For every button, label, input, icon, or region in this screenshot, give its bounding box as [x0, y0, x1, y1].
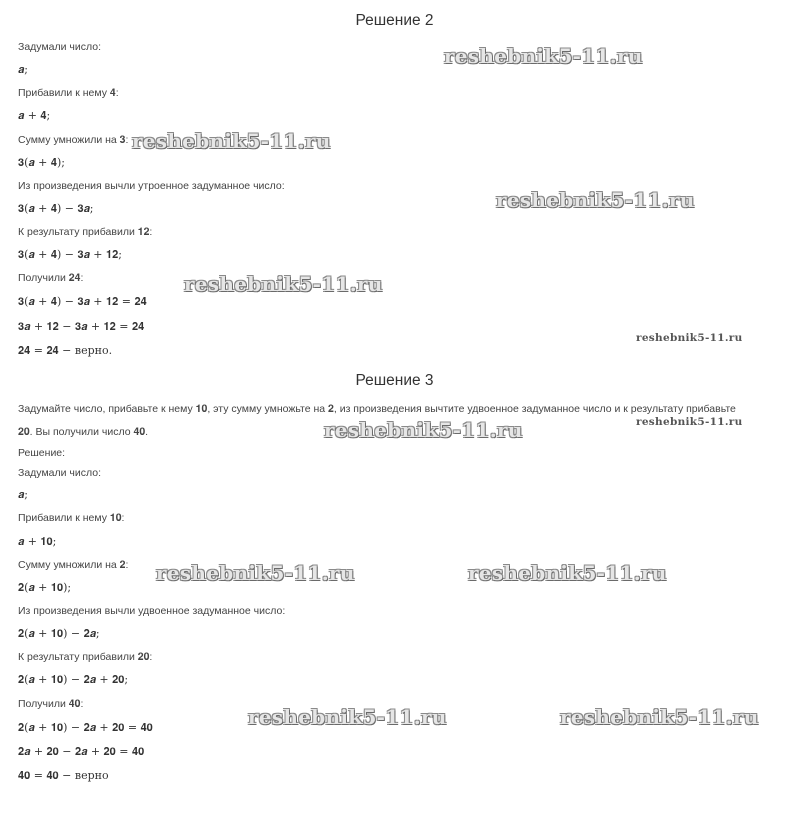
s3-problem-line: 𝟐𝟎. Вы получили число 𝟒𝟎.	[18, 426, 149, 438]
s3-line: Из произведения вычли удвоенное задуманное число:	[18, 605, 286, 617]
s3-math: 𝟐(𝒂 + 𝟏𝟎) − 𝟐𝒂;	[18, 627, 100, 640]
s2-line: Задумали число:	[18, 41, 101, 53]
s3-math: 𝟒𝟎 = 𝟒𝟎 − верно	[18, 769, 109, 782]
s2-line: Сумму умножили на 𝟑:	[18, 134, 129, 146]
s3-math: 𝟐(𝒂 + 𝟏𝟎) − 𝟐𝒂 + 𝟐𝟎;	[18, 673, 129, 686]
s3-line: Прибавили к нему 𝟏𝟎:	[18, 512, 125, 524]
watermark: reshebnik5-11.ru	[324, 418, 523, 442]
s2-line: Получили 𝟐𝟒:	[18, 272, 84, 284]
section3-title: Решение 3	[355, 372, 434, 389]
s3-math: 𝒂;	[18, 488, 28, 501]
s3-math: 𝟐𝒂 + 𝟐𝟎 − 𝟐𝒂 + 𝟐𝟎 = 𝟒𝟎	[18, 745, 145, 758]
s2-line: Из произведения вычли утроенное задуманное число:	[18, 180, 285, 192]
s2-math: 𝟑(𝒂 + 𝟒) − 𝟑𝒂 + 𝟏𝟐 = 𝟐𝟒	[18, 295, 147, 308]
watermark: reshebnik5-11.ru	[132, 129, 331, 153]
s3-line: Сумму умножили на 𝟐:	[18, 559, 129, 571]
s3-line: Получили 𝟒𝟎:	[18, 698, 84, 710]
watermark: reshebnik5-11.ru	[496, 188, 695, 212]
s2-math: 𝟑(𝒂 + 𝟒);	[18, 156, 65, 169]
section2-title: Решение 2	[355, 12, 434, 29]
s3-math: 𝟐(𝒂 + 𝟏𝟎) − 𝟐𝒂 + 𝟐𝟎 = 𝟒𝟎	[18, 721, 153, 734]
watermark: reshebnik5-11.ru	[248, 705, 447, 729]
s2-math: 𝟑𝒂 + 𝟏𝟐 − 𝟑𝒂 + 𝟏𝟐 = 𝟐𝟒	[18, 320, 145, 333]
s3-line: Решение:	[18, 447, 66, 459]
watermark: reshebnik5-11.ru	[560, 705, 759, 729]
s2-math: 𝒂 + 𝟒;	[18, 109, 51, 122]
s2-math: 𝟑(𝒂 + 𝟒) − 𝟑𝒂 + 𝟏𝟐;	[18, 248, 122, 261]
s2-line: Прибавили к нему 𝟒:	[18, 87, 119, 99]
watermark: reshebnik5-11.ru	[156, 561, 355, 585]
s3-math: 𝟐(𝒂 + 𝟏𝟎);	[18, 581, 72, 594]
s2-math: 𝟑(𝒂 + 𝟒) − 𝟑𝒂;	[18, 202, 94, 215]
watermark: reshebnik5-11.ru	[636, 416, 743, 428]
s3-problem-line: Задумайте число, прибавьте к нему 𝟏𝟎, эту сумму умножьте на 𝟐, из произведения вычтите удвоенное задуманное число и к результату прибавьте	[18, 403, 736, 415]
s2-math: 𝒂;	[18, 63, 28, 76]
watermark: reshebnik5-11.ru	[468, 561, 667, 585]
s2-math: 𝟐𝟒 = 𝟐𝟒 − верно.	[18, 344, 113, 357]
s3-line: Задумали число:	[18, 467, 101, 479]
watermark: reshebnik5-11.ru	[444, 44, 643, 68]
watermark: reshebnik5-11.ru	[636, 332, 743, 344]
s3-math: 𝒂 + 𝟏𝟎;	[18, 535, 57, 548]
s2-line: К результату прибавили 𝟏𝟐:	[18, 226, 153, 238]
s3-line: К результату прибавили 𝟐𝟎:	[18, 651, 153, 663]
watermark: reshebnik5-11.ru	[184, 272, 383, 296]
